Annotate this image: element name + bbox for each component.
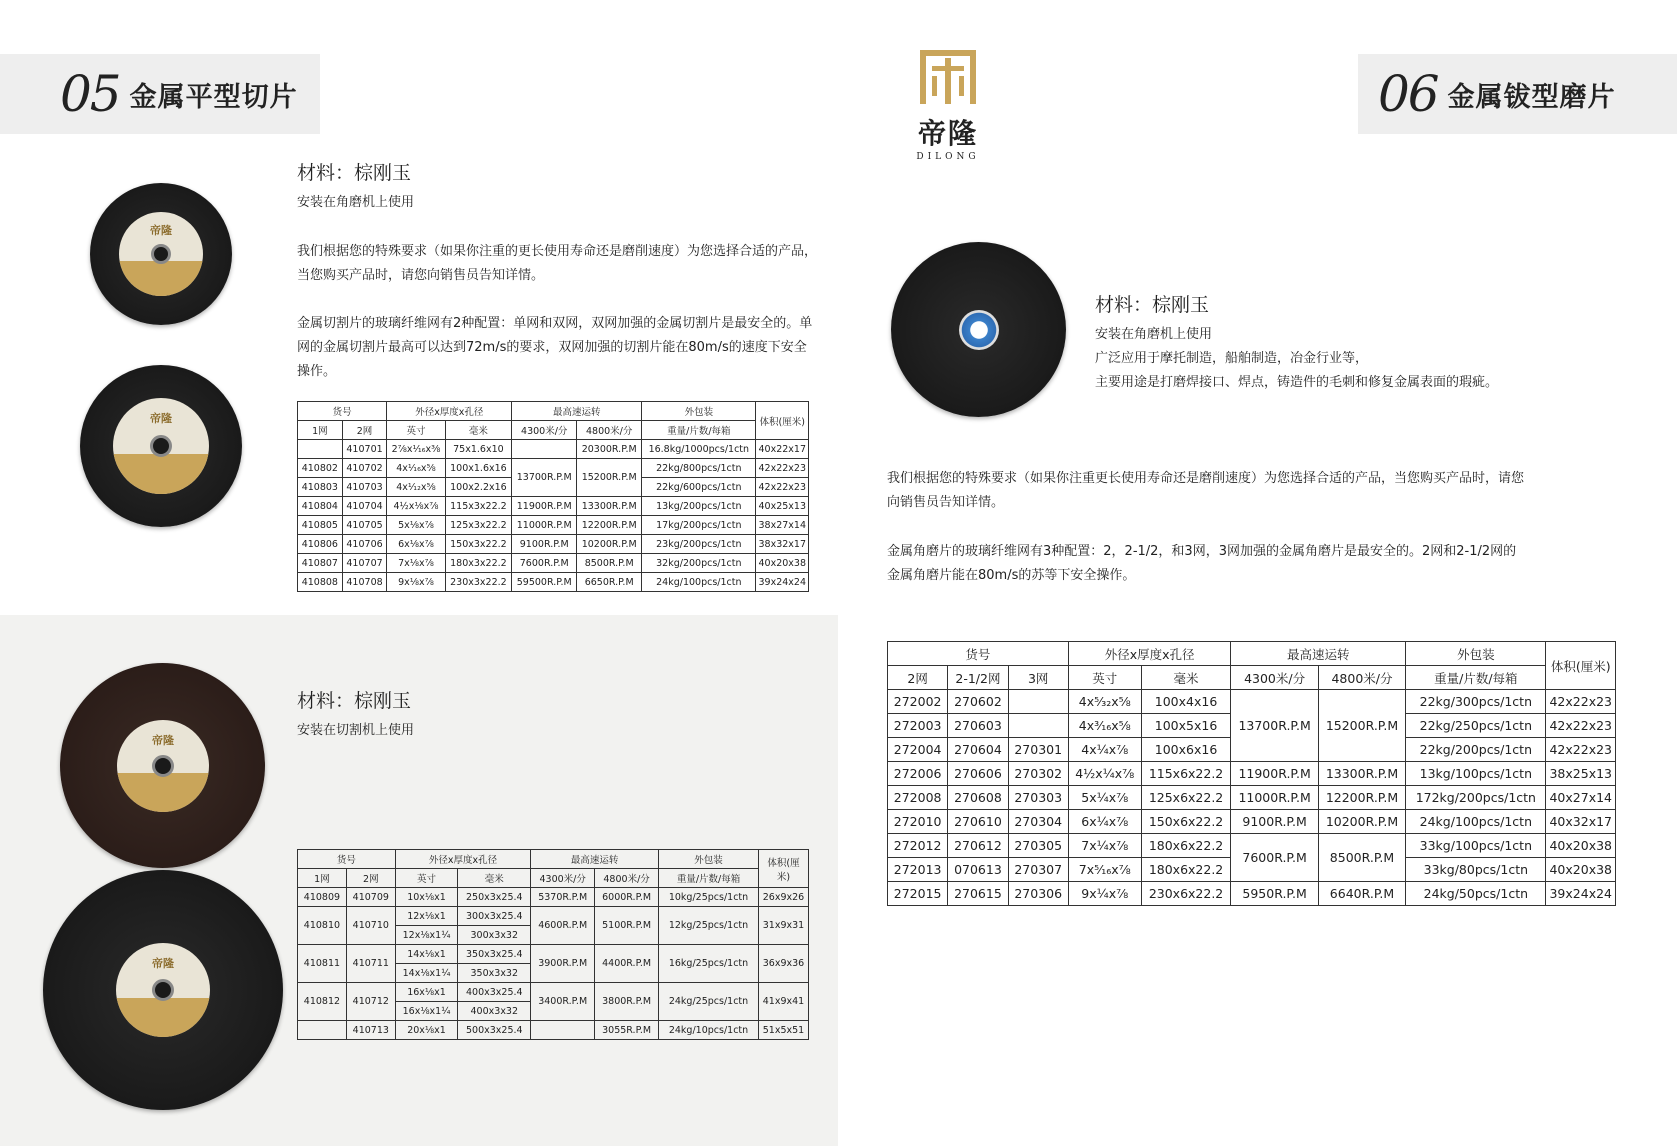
cell: 8500R.P.M: [577, 554, 642, 573]
cell: 9100R.P.M: [512, 535, 577, 554]
cell: 410713: [346, 1021, 395, 1040]
cell: 12200R.P.M: [577, 516, 642, 535]
cell: 410707: [342, 554, 387, 573]
cell: [298, 440, 343, 459]
cell: 272012: [888, 834, 948, 858]
section-06-title: 金属钹型磨片: [1447, 81, 1616, 113]
cell: 10kg/25pcs/1ctn: [659, 888, 759, 907]
th-net2: 2网: [342, 421, 387, 440]
cell: 40x20x38: [1546, 834, 1616, 858]
cell: 40x27x14: [1546, 786, 1616, 810]
s06-line3: 主要用途是打磨焊接口、焊点，铸造件的毛刺和修复金属表面的瑕疵。: [1095, 375, 1499, 390]
th-item: 货号: [298, 850, 396, 869]
cell: 40x22x17: [756, 440, 809, 459]
cell: 10200R.P.M: [1318, 810, 1405, 834]
cell: 40x20x38: [1546, 858, 1616, 882]
table-row: [888, 834, 1616, 858]
cell: 31x9x31: [759, 907, 809, 945]
cell: 230x3x22.2: [445, 573, 512, 592]
cell: 410805: [298, 516, 343, 535]
cell: 272004: [888, 738, 948, 762]
th-mm: 毫米: [1141, 666, 1231, 690]
cell: 3800R.P.M: [595, 983, 659, 1021]
cell: 11900R.P.M: [512, 497, 577, 516]
cell: 6640R.P.M: [1318, 882, 1405, 906]
cell: 410709: [346, 888, 395, 907]
th-s4300: 4300米/分: [512, 421, 577, 440]
cell: 500x3x25.4: [458, 1021, 531, 1040]
cell: 40x25x13: [756, 497, 809, 516]
s05-material-2: 材料：棕刚玉: [297, 690, 412, 712]
th-s4300: 4300米/分: [531, 869, 595, 888]
cell: 13300R.P.M: [1318, 762, 1405, 786]
cell: 38x25x13: [1546, 762, 1616, 786]
th-s4300: 4300米/分: [1231, 666, 1318, 690]
s05-para-1: 我们根据您的特殊要求（如果你注重的更长使用寿命还是磨削速度）为您选择合适的产品，当您购买产品时，请您向销售员告知详情。: [297, 244, 818, 283]
th-s4800: 4800米/分: [595, 869, 659, 888]
table-row: [298, 516, 809, 535]
cell: 270603: [948, 714, 1008, 738]
cell: 75x1.6x10: [445, 440, 512, 459]
cell: [1008, 690, 1068, 714]
cell: 272003: [888, 714, 948, 738]
cell: 20300R.P.M: [577, 440, 642, 459]
cell: 13700R.P.M: [512, 459, 577, 497]
th-packsub: 重量/片数/每箱: [1406, 666, 1546, 690]
table-row: [298, 573, 809, 592]
table-row: [298, 497, 809, 516]
cell: [531, 1021, 595, 1040]
cell: 36x9x36: [759, 945, 809, 983]
th-inch: 英寸: [387, 421, 445, 440]
th-net1: 1网: [298, 869, 347, 888]
s06-material: 材料：棕刚玉: [1095, 294, 1210, 316]
table-row: [298, 945, 809, 964]
th-volume: 体积(厘米): [756, 402, 809, 440]
s06-usage: 安装在角磨机上使用: [1095, 327, 1213, 342]
s06-para-2: 金属角磨片的玻璃纤维网有3种配置：2，2-1/2，和3网，3网加强的金属角磨片是最安全的。2网和2-1/2网的金属角磨片能在80m/s的苏等下安全操作。: [887, 544, 1517, 583]
cell: 38x32x17: [756, 535, 809, 554]
cell: 100x5x16: [1141, 714, 1231, 738]
th-dims: 外径x厚度x孔径: [395, 850, 531, 869]
cell: 12x⅛x1: [395, 907, 458, 926]
cell: 4x¼x⅞: [1068, 738, 1141, 762]
cell: 42x22x23: [1546, 690, 1616, 714]
cell: 38x27x14: [756, 516, 809, 535]
cell: 410808: [298, 573, 343, 592]
th-mm: 毫米: [458, 869, 531, 888]
cell: 24kg/10pcs/1ctn: [659, 1021, 759, 1040]
cell: 13300R.P.M: [577, 497, 642, 516]
cell: 9100R.P.M: [1231, 810, 1318, 834]
cell: 42x22x23: [756, 478, 809, 497]
th-s4800: 4800米/分: [577, 421, 642, 440]
cell: 3055R.P.M: [595, 1021, 659, 1040]
cell: 150x3x22.2: [445, 535, 512, 554]
cell: 270306: [1008, 882, 1068, 906]
cell: 5950R.P.M: [1231, 882, 1318, 906]
cell: 4x¹⁄₁₂x⅝: [387, 478, 445, 497]
cell: 14x⅛x1: [395, 945, 458, 964]
cell: 410810: [298, 907, 347, 945]
table-row: [298, 535, 809, 554]
cell: 410802: [298, 459, 343, 478]
cell: 125x6x22.2: [1141, 786, 1231, 810]
cell: 270305: [1008, 834, 1068, 858]
cell: 14x⅛x1¼: [395, 964, 458, 983]
cell: 100x4x16: [1141, 690, 1231, 714]
cell: 7600R.P.M: [512, 554, 577, 573]
cell: 59500R.P.M: [512, 573, 577, 592]
section-06-number: 06: [1378, 65, 1438, 123]
cell: 230x6x22.2: [1141, 882, 1231, 906]
cell: 410807: [298, 554, 343, 573]
cell: 4x⁵⁄₃₂x⅝: [1068, 690, 1141, 714]
th-net1: 1网: [298, 421, 343, 440]
th-pack: 外包装: [1406, 642, 1546, 666]
cell: 410704: [342, 497, 387, 516]
cell: 24kg/100pcs/1ctn: [642, 573, 756, 592]
cell: 250x3x25.4: [458, 888, 531, 907]
cell: 32kg/200pcs/1ctn: [642, 554, 756, 573]
cell: 410710: [346, 907, 395, 945]
th-pack: 外包装: [642, 402, 756, 421]
cell: 270615: [948, 882, 1008, 906]
th-net3: 3网: [1008, 666, 1068, 690]
table-row: [298, 983, 809, 1002]
cell: 350x3x32: [458, 964, 531, 983]
cell: 26x9x26: [759, 888, 809, 907]
cell: 270610: [948, 810, 1008, 834]
th-pack: 外包装: [659, 850, 759, 869]
cell: 410712: [346, 983, 395, 1021]
cell: 150x6x22.2: [1141, 810, 1231, 834]
th-inch: 英寸: [395, 869, 458, 888]
cell: 4x¹⁄₁₆x⅝: [387, 459, 445, 478]
th-net25: 2-1/2网: [948, 666, 1008, 690]
cell: 115x3x22.2: [445, 497, 512, 516]
cell: 40x20x38: [756, 554, 809, 573]
s05-spec-table-2: [297, 849, 809, 1040]
table-row: [298, 459, 809, 478]
table-row: [888, 810, 1616, 834]
cell: 24kg/25pcs/1ctn: [659, 983, 759, 1021]
cell: 24kg/100pcs/1ctn: [1406, 810, 1546, 834]
cell: 3900R.P.M: [531, 945, 595, 983]
cell: 410711: [346, 945, 395, 983]
cell: 22kg/200pcs/1ctn: [1406, 738, 1546, 762]
cell: 6x⅛x⅞: [387, 535, 445, 554]
section-05-header: [0, 54, 320, 134]
cell: 270303: [1008, 786, 1068, 810]
th-item: 货号: [888, 642, 1069, 666]
cell: 410702: [342, 459, 387, 478]
cell: 6x¼x⅞: [1068, 810, 1141, 834]
cell: [298, 1021, 347, 1040]
cell: 13700R.P.M: [1231, 690, 1318, 762]
th-speed: 最高速运转: [512, 402, 642, 421]
cell: 270307: [1008, 858, 1068, 882]
th-packsub: 重量/片数/每箱: [642, 421, 756, 440]
s05-material-1: 材料：棕刚玉: [297, 162, 412, 184]
cell: 300x3x25.4: [458, 907, 531, 926]
cell: 22kg/800pcs/1ctn: [642, 459, 756, 478]
cell: 23kg/200pcs/1ctn: [642, 535, 756, 554]
cell: 270302: [1008, 762, 1068, 786]
th-volume: 体积(厘米): [1546, 642, 1616, 690]
brand-logo: [898, 48, 998, 162]
cell: 270612: [948, 834, 1008, 858]
cell: 7x⅛x⅞: [387, 554, 445, 573]
cell: 17kg/200pcs/1ctn: [642, 516, 756, 535]
table-row: [888, 690, 1616, 714]
cell: 350x3x25.4: [458, 945, 531, 964]
cell: 270604: [948, 738, 1008, 762]
th-packsub: 重量/片数/每箱: [659, 869, 759, 888]
cell: 15200R.P.M: [1318, 690, 1405, 762]
cell: 4½x¼x⅞: [1068, 762, 1141, 786]
cell: 070613: [948, 858, 1008, 882]
cell: 125x3x22.2: [445, 516, 512, 535]
cell: [1008, 714, 1068, 738]
cell: 6650R.P.M: [577, 573, 642, 592]
cell: 272013: [888, 858, 948, 882]
cell: 270304: [1008, 810, 1068, 834]
s05-usage-2: 安装在切割机上使用: [297, 723, 415, 738]
cell: 15200R.P.M: [577, 459, 642, 497]
grinding-disc-image: [891, 242, 1066, 417]
cell: 4400R.P.M: [595, 945, 659, 983]
cell: 410706: [342, 535, 387, 554]
cell: 100x6x16: [1141, 738, 1231, 762]
th-inch: 英寸: [1068, 666, 1141, 690]
cell: 16x⅛x1¼: [395, 1002, 458, 1021]
s06-line2: 广泛应用于摩托制造，船舶制造，冶金行业等，: [1095, 351, 1369, 366]
cell: 410806: [298, 535, 343, 554]
cell: 12x⅛x1¼: [395, 926, 458, 945]
cell: 40x32x17: [1546, 810, 1616, 834]
cell: 6000R.P.M: [595, 888, 659, 907]
cell: 272006: [888, 762, 948, 786]
cell: 12kg/25pcs/1ctn: [659, 907, 759, 945]
cell: 410804: [298, 497, 343, 516]
cell: 172kg/200pcs/1ctn: [1406, 786, 1546, 810]
cell: 33kg/100pcs/1ctn: [1406, 834, 1546, 858]
section-05-number: 05: [60, 65, 120, 123]
cell: 22kg/600pcs/1ctn: [642, 478, 756, 497]
cell: 13kg/100pcs/1ctn: [1406, 762, 1546, 786]
th-s4800: 4800米/分: [1318, 666, 1405, 690]
cell: 270606: [948, 762, 1008, 786]
cell: 9x⅛x⅞: [387, 573, 445, 592]
table-row: [298, 907, 809, 926]
cell: 272002: [888, 690, 948, 714]
th-net2: 2网: [888, 666, 948, 690]
cell: 8500R.P.M: [1318, 834, 1405, 882]
s05-spec-table-1: [297, 401, 809, 592]
cell: 16kg/25pcs/1ctn: [659, 945, 759, 983]
cutting-disc-image-2: 帝隆: [80, 365, 242, 527]
cell: [512, 440, 577, 459]
cell: 22kg/300pcs/1ctn: [1406, 690, 1546, 714]
cell: 13kg/200pcs/1ctn: [642, 497, 756, 516]
cell: 16.8kg/1000pcs/1ctn: [642, 440, 756, 459]
cell: 20x⅛x1: [395, 1021, 458, 1040]
cell: 12200R.P.M: [1318, 786, 1405, 810]
cell: 272015: [888, 882, 948, 906]
cell: 272010: [888, 810, 948, 834]
cell: 5x⅛x⅞: [387, 516, 445, 535]
cell: 410703: [342, 478, 387, 497]
cell: 41x9x41: [759, 983, 809, 1021]
cell: 410701: [342, 440, 387, 459]
cell: 100x2.2x16: [445, 478, 512, 497]
cell: 7600R.P.M: [1231, 834, 1318, 882]
cell: 42x22x23: [756, 459, 809, 478]
cell: 51x5x51: [759, 1021, 809, 1040]
cell: 410708: [342, 573, 387, 592]
s06-para-1: 我们根据您的特殊要求（如果你注重更长使用寿命还是磨削速度）为您选择合适的产品，当您购买产品时，请您向销售员告知详情。: [887, 471, 1525, 510]
cell: 9x¼x⅞: [1068, 882, 1141, 906]
section-05-title: 金属平型切片: [129, 81, 298, 113]
cell: 4600R.P.M: [531, 907, 595, 945]
cell: 4½x⅛x⅞: [387, 497, 445, 516]
cell: 410809: [298, 888, 347, 907]
cell: 10200R.P.M: [577, 535, 642, 554]
cell: 22kg/250pcs/1ctn: [1406, 714, 1546, 738]
cell: 270301: [1008, 738, 1068, 762]
cell: 16x⅛x1: [395, 983, 458, 1002]
th-speed: 最高速运转: [1231, 642, 1406, 666]
cell: 11900R.P.M: [1231, 762, 1318, 786]
brand-name-en: DILONG: [916, 152, 980, 162]
cell: 33kg/80pcs/1ctn: [1406, 858, 1546, 882]
cell: 5100R.P.M: [595, 907, 659, 945]
cell: 42x22x23: [1546, 738, 1616, 762]
cell: 24kg/50pcs/1ctn: [1406, 882, 1546, 906]
th-mm: 毫米: [445, 421, 512, 440]
cell: 400x3x32: [458, 1002, 531, 1021]
cell: 270602: [948, 690, 1008, 714]
cell: 7x¼x⅞: [1068, 834, 1141, 858]
cell: 10x⅛x1: [395, 888, 458, 907]
brand-logo-icon: [916, 48, 980, 106]
table-row: [298, 888, 809, 907]
s05-usage-1: 安装在角磨机上使用: [297, 195, 415, 210]
cutting-disc-image-4: 帝隆: [43, 870, 283, 1110]
th-volume: 体积(厘米): [759, 850, 809, 888]
s05-para-2: 金属切割片的玻璃纤维网有2种配置：单网和双网，双网加强的金属切割片是最安全的。单网的金属切割片最高可以达到72m/s的要求，双网加强的切割片能在80m/s的速度下安全操作。: [297, 316, 813, 379]
cell: 2⅞x¹⁄₁₆x⅜: [387, 440, 445, 459]
cell: 400x3x25.4: [458, 983, 531, 1002]
cell: 115x6x22.2: [1141, 762, 1231, 786]
cell: 410803: [298, 478, 343, 497]
cell: 180x3x22.2: [445, 554, 512, 573]
cell: 39x24x24: [1546, 882, 1616, 906]
cell: 3400R.P.M: [531, 983, 595, 1021]
cell: 11000R.P.M: [1231, 786, 1318, 810]
th-item: 货号: [298, 402, 387, 421]
s06-spec-table: [887, 641, 1616, 906]
table-row: [888, 762, 1616, 786]
th-dims: 外径x厚度x孔径: [387, 402, 512, 421]
section-06-header: [1358, 54, 1677, 134]
cell: 180x6x22.2: [1141, 858, 1231, 882]
cell: 11000R.P.M: [512, 516, 577, 535]
cell: 39x24x24: [756, 573, 809, 592]
cutting-disc-image-3: 帝隆: [60, 663, 265, 868]
cell: 100x1.6x16: [445, 459, 512, 478]
table-row: [888, 882, 1616, 906]
cell: 5370R.P.M: [531, 888, 595, 907]
table-row: [888, 786, 1616, 810]
cell: 410705: [342, 516, 387, 535]
cell: 180x6x22.2: [1141, 834, 1231, 858]
cell: 5x¼x⅞: [1068, 786, 1141, 810]
cell: 410811: [298, 945, 347, 983]
cell: 410812: [298, 983, 347, 1021]
th-dims: 外径x厚度x孔径: [1068, 642, 1231, 666]
cell: 272008: [888, 786, 948, 810]
cell: 300x3x32: [458, 926, 531, 945]
cell: 4x³⁄₁₆x⅝: [1068, 714, 1141, 738]
table-row: [298, 440, 809, 459]
cutting-disc-image-1: 帝隆: [90, 183, 232, 325]
th-net2: 2网: [346, 869, 395, 888]
cell: 7x⁵⁄₁₆x⅞: [1068, 858, 1141, 882]
cell: 42x22x23: [1546, 714, 1616, 738]
table-row: [298, 554, 809, 573]
brand-name-cn: 帝隆: [917, 117, 978, 150]
th-speed: 最高速运转: [531, 850, 659, 869]
table-row: [298, 1021, 809, 1040]
cell: 270608: [948, 786, 1008, 810]
